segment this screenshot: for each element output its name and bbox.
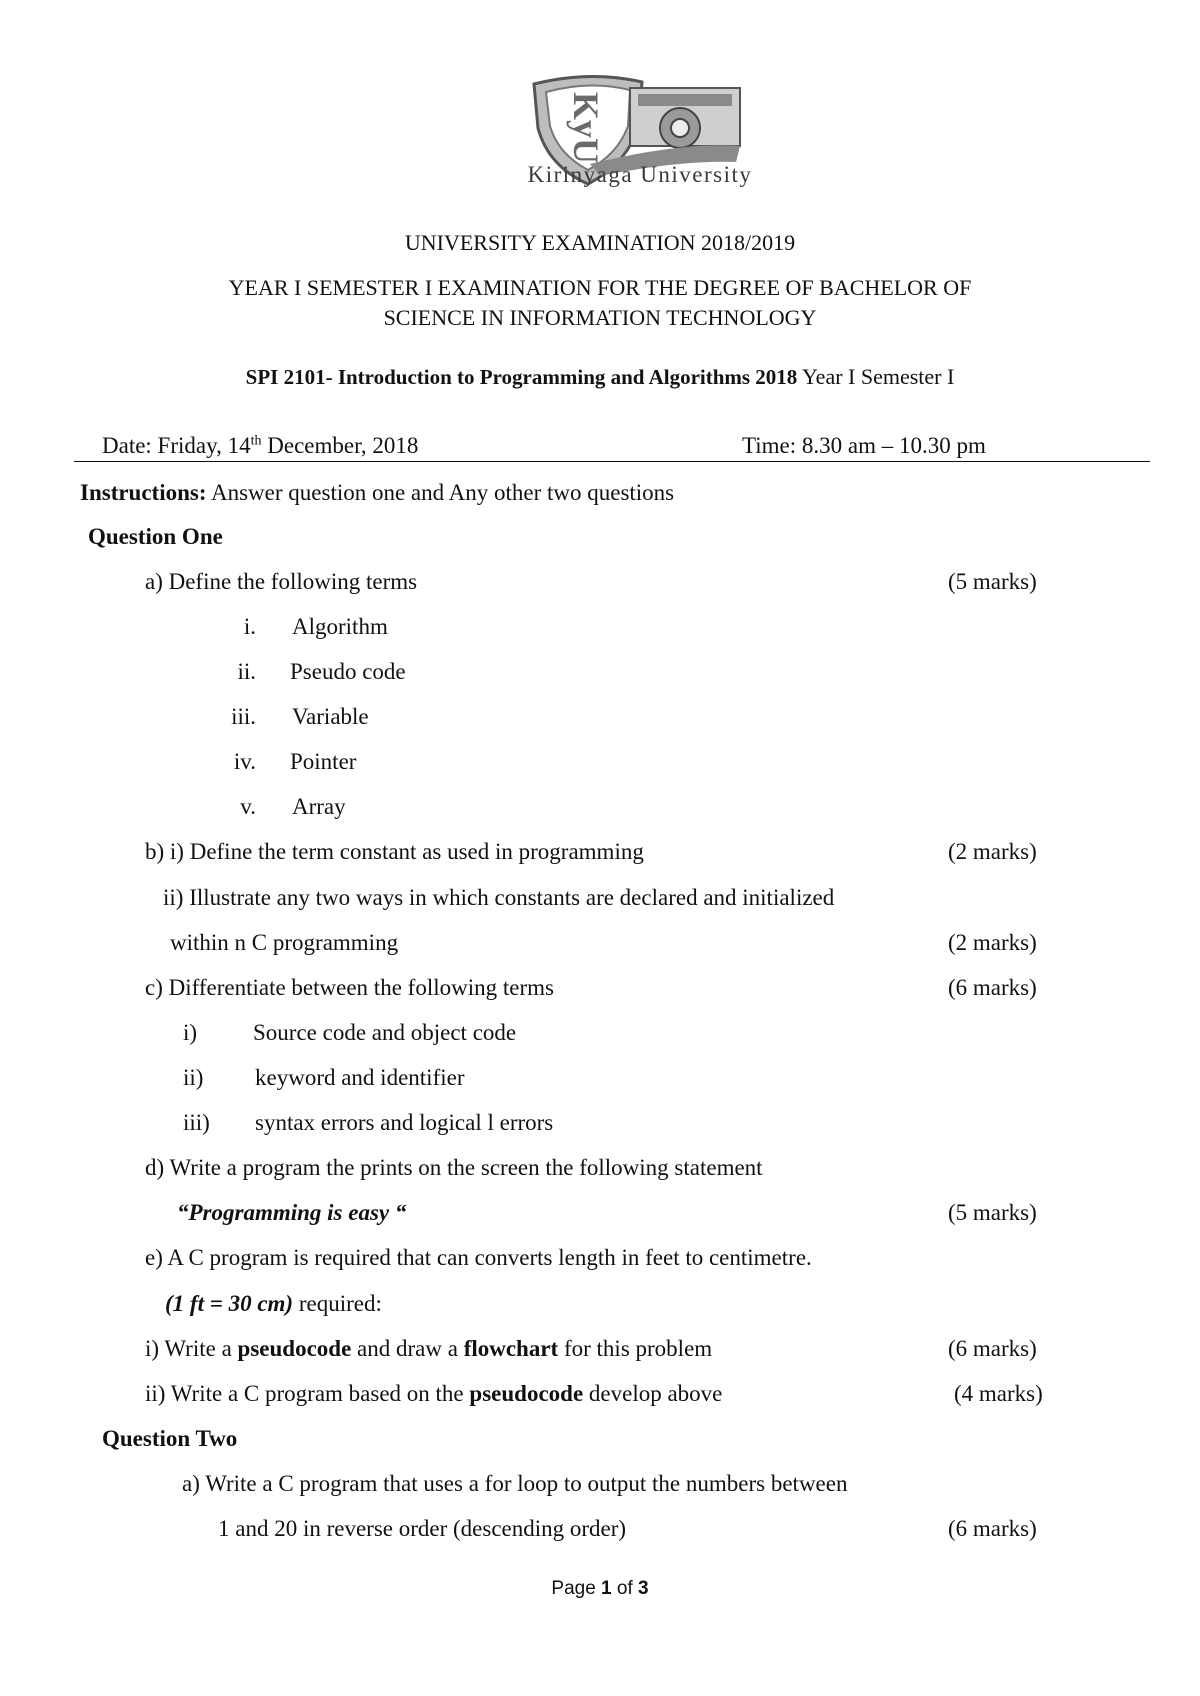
q2a-marks: (6 marks) <box>948 1516 1037 1541</box>
q1b2-text: ii) Illustrate any two ways in which constants are declared and initialized <box>163 885 835 910</box>
q1e2-post: develop above <box>583 1381 723 1406</box>
q1c-item-num: iii) <box>183 1110 210 1135</box>
course-code-title: SPI 2101- Introduction to Programming and Algorithms 2018 <box>245 365 798 389</box>
q1e2-text <box>145 1381 722 1407</box>
instructions-text: Answer question one and Any other two questions <box>206 480 675 505</box>
q1e1-text <box>145 1336 712 1362</box>
q1e2-pre: ii) Write a C program based on the <box>145 1381 470 1406</box>
exam-subtitle-line1: YEAR I SEMESTER I EXAMINATION FOR THE DEGREE OF BACHELOR OF <box>228 275 972 300</box>
q1b1-text: b) i) Define the term constant as used in programming <box>145 839 644 864</box>
date-sup: th <box>250 433 262 449</box>
q1a-item-num: iii. <box>231 704 256 729</box>
q1c-item-num: ii) <box>183 1065 204 1090</box>
q1e1-post: for this problem <box>558 1336 713 1361</box>
q1e1-bold2: flowchart <box>463 1336 559 1361</box>
footer-page-total: 3 <box>638 1578 649 1599</box>
course-year-semester: Year I Semester I <box>797 364 955 389</box>
q1e2-marks: (4 marks) <box>954 1381 1043 1406</box>
q1e2-bold1: pseudocode <box>469 1381 584 1406</box>
footer-prefix: Page <box>551 1578 602 1599</box>
course-title <box>0 364 1200 390</box>
q1a-marks: (5 marks) <box>948 569 1037 594</box>
q1d-text: d) Write a program the prints on the screen the following statement <box>145 1155 763 1180</box>
instructions <box>80 480 674 506</box>
q1d-marks: (5 marks) <box>948 1200 1037 1225</box>
q1c-item-num: i) <box>183 1020 198 1045</box>
question-two-title: Question Two <box>102 1426 238 1451</box>
question-one-title: Question One <box>88 524 223 549</box>
q1d-quote: “Programming is easy “ <box>177 1200 407 1225</box>
q1e1-mid: and draw a <box>351 1336 464 1361</box>
date-prefix: Date: Friday, 14 <box>102 433 251 458</box>
q1a-item-text: Pointer <box>290 749 357 774</box>
q1a-item-text: Variable <box>292 704 369 729</box>
q1a-item-text: Pseudo code <box>290 659 406 684</box>
q1a-item-num: ii. <box>237 659 256 684</box>
q1a-item-num: iv. <box>233 749 256 774</box>
q1a-item-num: v. <box>240 794 256 819</box>
q1b2-text-cont: within n C programming <box>170 930 399 955</box>
exam-date <box>102 433 418 459</box>
q2a-text: a) Write a C program that uses a for loop to output the numbers between <box>182 1471 848 1496</box>
q1a-text: a) Define the following terms <box>145 569 418 594</box>
instructions-label: Instructions: <box>80 480 207 505</box>
header-divider <box>74 461 1150 462</box>
q1e1-pre: i) Write a <box>145 1336 238 1361</box>
q1a-item-text: Array <box>292 794 346 819</box>
q1c-marks: (6 marks) <box>948 975 1037 1000</box>
exam-time: Time: 8.30 am – 10.30 pm <box>742 433 986 458</box>
q1a-item-text: Algorithm <box>292 614 388 639</box>
q1e-text: e) A C program is required that can converts length in feet to centimetre. <box>145 1245 812 1270</box>
q2a-text-cont: 1 and 20 in reverse order (descending order) <box>218 1516 627 1541</box>
q1c-text: c) Differentiate between the following terms <box>145 975 554 1000</box>
exam-title: UNIVERSITY EXAMINATION 2018/2019 <box>404 230 796 255</box>
page-footer <box>0 1578 1200 1600</box>
date-suffix: December, 2018 <box>261 433 419 458</box>
q1c-item-text: Source code and object code <box>253 1020 517 1045</box>
q1b1-marks: (2 marks) <box>948 839 1037 864</box>
footer-mid: of <box>611 1578 639 1599</box>
q1e1-marks: (6 marks) <box>948 1336 1037 1361</box>
logo-monogram: KyU <box>566 92 606 164</box>
q1e1-bold1: pseudocode <box>237 1336 352 1361</box>
q1e-formula: (1 ft = 30 cm) <box>165 1291 294 1316</box>
q1c-item-text: syntax errors and logical l errors <box>255 1110 554 1135</box>
q1e-formula-line <box>165 1291 382 1317</box>
q1c-item-text: keyword and identifier <box>255 1065 465 1090</box>
q1a-item-num: i. <box>243 614 256 639</box>
university-name: Kirinyaga University <box>527 162 753 187</box>
exam-subtitle-line2: SCIENCE IN INFORMATION TECHNOLOGY <box>383 305 817 330</box>
q1e-required: required: <box>293 1291 382 1316</box>
footer-page-number: 1 <box>601 1578 612 1599</box>
q1b2-marks: (2 marks) <box>948 930 1037 955</box>
